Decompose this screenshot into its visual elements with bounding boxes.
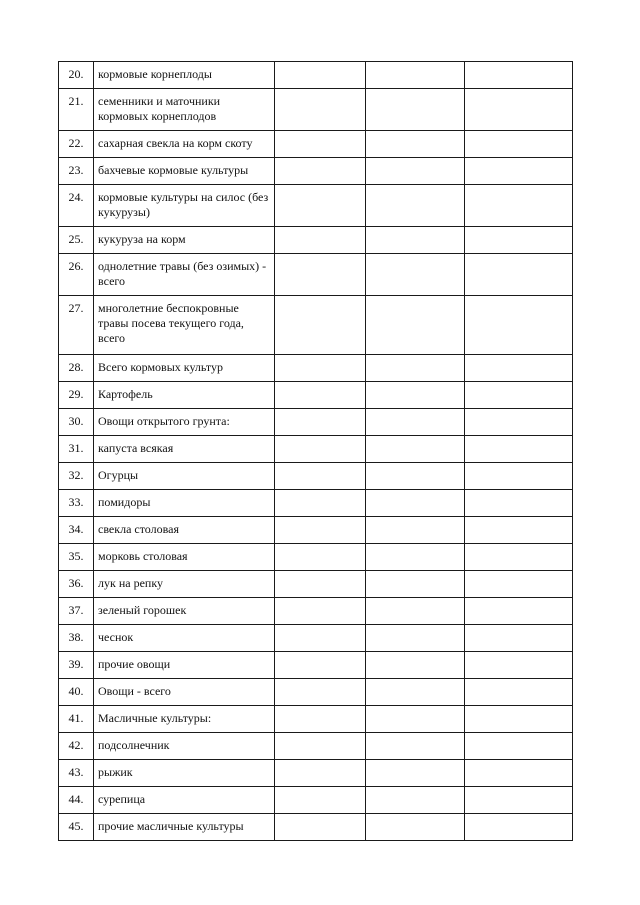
value-cell-3[interactable] — [465, 131, 573, 158]
value-cell-3[interactable] — [465, 355, 573, 382]
crop-name-cell: чеснок — [94, 625, 275, 652]
row-number-cell: 44. — [59, 787, 94, 814]
table-row — [59, 254, 573, 296]
value-cell-3[interactable] — [465, 760, 573, 787]
value-cell-1[interactable] — [275, 625, 366, 652]
value-cell-2[interactable] — [366, 814, 465, 841]
value-cell-2[interactable] — [366, 625, 465, 652]
crop-name-cell: свекла столовая — [94, 517, 275, 544]
value-cell-2[interactable] — [366, 436, 465, 463]
value-cell-1[interactable] — [275, 158, 366, 185]
value-cell-1[interactable] — [275, 490, 366, 517]
value-cell-2[interactable] — [366, 131, 465, 158]
table-row — [59, 89, 573, 131]
value-cell-1[interactable] — [275, 463, 366, 490]
crop-name-cell: рыжик — [94, 760, 275, 787]
value-cell-3[interactable] — [465, 625, 573, 652]
table-row — [59, 62, 573, 89]
value-cell-2[interactable] — [366, 62, 465, 89]
value-cell-2[interactable] — [366, 490, 465, 517]
row-number-cell: 23. — [59, 158, 94, 185]
value-cell-2[interactable] — [366, 296, 465, 355]
value-cell-1[interactable] — [275, 733, 366, 760]
row-number-cell: 45. — [59, 814, 94, 841]
crop-name-cell: подсолнечник — [94, 733, 275, 760]
row-number-cell: 42. — [59, 733, 94, 760]
value-cell-2[interactable] — [366, 254, 465, 296]
crop-name-cell: Огурцы — [94, 463, 275, 490]
crop-name-cell: Картофель — [94, 382, 275, 409]
crop-name-cell: зеленый горошек — [94, 598, 275, 625]
table-row — [59, 679, 573, 706]
table-row — [59, 760, 573, 787]
value-cell-2[interactable] — [366, 571, 465, 598]
value-cell-1[interactable] — [275, 517, 366, 544]
row-number-cell: 39. — [59, 652, 94, 679]
value-cell-3[interactable] — [465, 814, 573, 841]
row-number-cell: 27. — [59, 296, 94, 355]
table-row — [59, 382, 573, 409]
value-cell-3[interactable] — [465, 185, 573, 227]
value-cell-3[interactable] — [465, 517, 573, 544]
row-number-cell: 22. — [59, 131, 94, 158]
row-number-cell: 36. — [59, 571, 94, 598]
table-row — [59, 436, 573, 463]
value-cell-2[interactable] — [366, 652, 465, 679]
value-cell-3[interactable] — [465, 409, 573, 436]
row-number-cell: 37. — [59, 598, 94, 625]
crop-name-cell: Масличные культуры: — [94, 706, 275, 733]
value-cell-2[interactable] — [366, 544, 465, 571]
table-row — [59, 131, 573, 158]
value-cell-2[interactable] — [366, 733, 465, 760]
crop-name-cell: бахчевые кормовые культуры — [94, 158, 275, 185]
crop-name-cell: кукуруза на корм — [94, 227, 275, 254]
value-cell-1[interactable] — [275, 409, 366, 436]
value-cell-3[interactable] — [465, 382, 573, 409]
crop-name-cell: сахарная свекла на корм скоту — [94, 131, 275, 158]
value-cell-2[interactable] — [366, 185, 465, 227]
table-row — [59, 355, 573, 382]
value-cell-1[interactable] — [275, 382, 366, 409]
value-cell-2[interactable] — [366, 598, 465, 625]
document-page — [58, 61, 572, 841]
value-cell-1[interactable] — [275, 787, 366, 814]
table-row — [59, 185, 573, 227]
table-row — [59, 733, 573, 760]
value-cell-1[interactable] — [275, 436, 366, 463]
value-cell-1[interactable] — [275, 227, 366, 254]
value-cell-1[interactable] — [275, 706, 366, 733]
crop-name-cell: помидоры — [94, 490, 275, 517]
crop-table — [58, 61, 573, 841]
row-number-cell: 20. — [59, 62, 94, 89]
value-cell-3[interactable] — [465, 296, 573, 355]
crop-name-cell: сурепица — [94, 787, 275, 814]
value-cell-2[interactable] — [366, 679, 465, 706]
value-cell-1[interactable] — [275, 544, 366, 571]
table-row — [59, 571, 573, 598]
value-cell-3[interactable] — [465, 787, 573, 814]
value-cell-2[interactable] — [366, 158, 465, 185]
row-number-cell: 35. — [59, 544, 94, 571]
table-row — [59, 296, 573, 355]
crop-name-cell: морковь столовая — [94, 544, 275, 571]
row-number-cell: 26. — [59, 254, 94, 296]
value-cell-1[interactable] — [275, 760, 366, 787]
crop-name-cell: лук на репку — [94, 571, 275, 598]
value-cell-2[interactable] — [366, 355, 465, 382]
crop-name-cell: однолетние травы (без озимых) - всего — [94, 254, 275, 296]
crop-table-body — [59, 62, 573, 841]
row-number-cell: 24. — [59, 185, 94, 227]
row-number-cell: 21. — [59, 89, 94, 131]
row-number-cell: 31. — [59, 436, 94, 463]
crop-name-cell: кормовые корнеплоды — [94, 62, 275, 89]
value-cell-1[interactable] — [275, 571, 366, 598]
row-number-cell: 33. — [59, 490, 94, 517]
row-number-cell: 30. — [59, 409, 94, 436]
row-number-cell: 41. — [59, 706, 94, 733]
row-number-cell: 40. — [59, 679, 94, 706]
crop-name-cell: капуста всякая — [94, 436, 275, 463]
value-cell-1[interactable] — [275, 296, 366, 355]
value-cell-1[interactable] — [275, 598, 366, 625]
value-cell-3[interactable] — [465, 679, 573, 706]
value-cell-3[interactable] — [465, 544, 573, 571]
table-row — [59, 706, 573, 733]
value-cell-1[interactable] — [275, 355, 366, 382]
value-cell-1[interactable] — [275, 185, 366, 227]
row-number-cell: 34. — [59, 517, 94, 544]
value-cell-3[interactable] — [465, 652, 573, 679]
crop-name-cell: Всего кормовых культур — [94, 355, 275, 382]
value-cell-3[interactable] — [465, 227, 573, 254]
value-cell-1[interactable] — [275, 679, 366, 706]
value-cell-2[interactable] — [366, 382, 465, 409]
row-number-cell: 43. — [59, 760, 94, 787]
table-row — [59, 814, 573, 841]
row-number-cell: 25. — [59, 227, 94, 254]
value-cell-3[interactable] — [465, 89, 573, 131]
table-row — [59, 544, 573, 571]
value-cell-2[interactable] — [366, 463, 465, 490]
crop-name-cell: Овощи открытого грунта: — [94, 409, 275, 436]
value-cell-2[interactable] — [366, 89, 465, 131]
value-cell-1[interactable] — [275, 814, 366, 841]
value-cell-2[interactable] — [366, 706, 465, 733]
value-cell-1[interactable] — [275, 652, 366, 679]
value-cell-3[interactable] — [465, 158, 573, 185]
row-number-cell: 28. — [59, 355, 94, 382]
value-cell-2[interactable] — [366, 517, 465, 544]
value-cell-2[interactable] — [366, 227, 465, 254]
crop-name-cell: кормовые культуры на силос (без кукурузы) — [94, 185, 275, 227]
table-row — [59, 787, 573, 814]
value-cell-1[interactable] — [275, 62, 366, 89]
table-row — [59, 517, 573, 544]
crop-name-cell: многолетние беспокровные травы посева текущего года, всего — [94, 296, 275, 355]
value-cell-3[interactable] — [465, 571, 573, 598]
value-cell-3[interactable] — [465, 733, 573, 760]
value-cell-3[interactable] — [465, 463, 573, 490]
table-row — [59, 158, 573, 185]
table-row — [59, 463, 573, 490]
value-cell-3[interactable] — [465, 490, 573, 517]
table-row — [59, 490, 573, 517]
value-cell-2[interactable] — [366, 760, 465, 787]
table-row — [59, 652, 573, 679]
value-cell-2[interactable] — [366, 409, 465, 436]
crop-name-cell: прочие овощи — [94, 652, 275, 679]
table-row — [59, 227, 573, 254]
value-cell-3[interactable] — [465, 598, 573, 625]
row-number-cell: 29. — [59, 382, 94, 409]
row-number-cell: 38. — [59, 625, 94, 652]
value-cell-1[interactable] — [275, 254, 366, 296]
value-cell-3[interactable] — [465, 254, 573, 296]
value-cell-3[interactable] — [465, 436, 573, 463]
value-cell-3[interactable] — [465, 62, 573, 89]
table-row — [59, 625, 573, 652]
row-number-cell: 32. — [59, 463, 94, 490]
crop-name-cell: семенники и маточники кормовых корнеплодов — [94, 89, 275, 131]
crop-name-cell: Овощи - всего — [94, 679, 275, 706]
value-cell-3[interactable] — [465, 706, 573, 733]
value-cell-1[interactable] — [275, 131, 366, 158]
crop-name-cell: прочие масличные культуры — [94, 814, 275, 841]
value-cell-2[interactable] — [366, 787, 465, 814]
table-row — [59, 409, 573, 436]
table-row — [59, 598, 573, 625]
value-cell-1[interactable] — [275, 89, 366, 131]
